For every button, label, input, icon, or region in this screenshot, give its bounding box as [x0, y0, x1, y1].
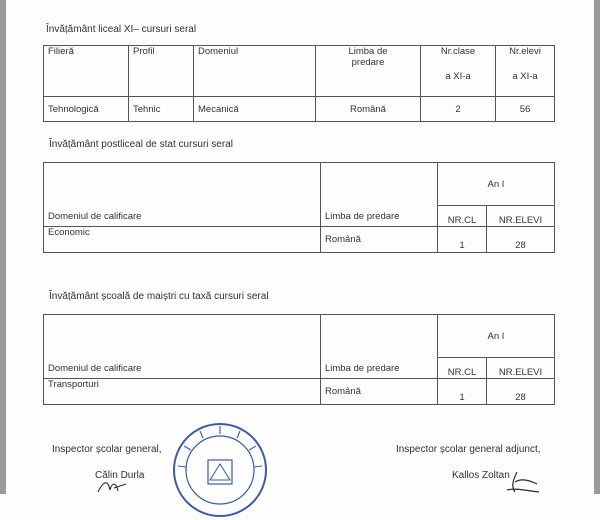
signature-scribble-right-icon	[503, 470, 543, 494]
header-nrelevi-line1: Nr.elevi	[509, 46, 541, 57]
header-domeniu-label: Domeniul de calificare	[48, 211, 142, 222]
section-heading-postliceal: Învățământ postliceal de stat cursuri seral	[49, 139, 233, 150]
section-heading-liceal: Învățământ liceal XI– cursuri seral	[46, 24, 197, 35]
cell-profil: Tehnic	[129, 97, 194, 122]
header-domeniu	[44, 315, 321, 379]
header-an: An I	[438, 163, 555, 206]
header-nrelevi: NR.ELEVI	[487, 206, 555, 227]
signature-left-name: Călin Durla	[95, 470, 145, 481]
signature-right-title: Inspector școlar general adjunct,	[396, 444, 541, 455]
header-nrelevi: NR.ELEVI	[487, 358, 555, 379]
header-nrcl: NR.CL	[438, 358, 487, 379]
header-domeniul: Domeniul	[194, 46, 316, 97]
header-nrclase-line1: Nr.clase	[440, 46, 476, 57]
table-row	[44, 227, 555, 253]
table-maistri	[43, 314, 555, 405]
cell-domeniul: Mecanică	[194, 97, 316, 122]
window-frame-left	[0, 0, 6, 494]
header-nrcl: NR.CL	[438, 206, 487, 227]
header-nrclase-line2: a XI-a	[445, 71, 471, 82]
window-frame-right	[594, 0, 600, 494]
cell-domeniu: Economic	[44, 227, 321, 253]
header-limba	[321, 315, 438, 379]
header-limba-label: Limba de predare	[325, 211, 400, 222]
header-an: An I	[438, 315, 555, 358]
cell-limba: Română	[321, 227, 438, 253]
cell-nrcl: 1	[438, 227, 487, 253]
table-liceal	[43, 45, 555, 122]
header-domeniu	[44, 163, 321, 227]
cell-nrclase: 2	[421, 97, 496, 122]
table-row	[44, 97, 555, 122]
signature-right-name: Kallos Zoltan	[452, 470, 510, 481]
cell-nrelevi: 28	[487, 379, 555, 405]
table-header-row	[44, 46, 555, 97]
table-header-row	[44, 315, 555, 358]
header-limba-line1: Limba de	[348, 46, 388, 57]
header-nrelevi-line2: a XI-a	[512, 71, 538, 82]
header-profil: Profil	[129, 46, 194, 97]
header-limba-line2: predare	[351, 57, 385, 68]
signature-scribble-left-icon	[96, 478, 136, 494]
cell-limba: Română	[321, 379, 438, 405]
cell-nrelevi: 28	[487, 227, 555, 253]
section-heading-maistri: Învățământ școală de maiștri cu taxă cursuri seral	[49, 291, 269, 302]
table-postliceal	[43, 162, 555, 253]
header-limba	[321, 163, 438, 227]
header-domeniu-label: Domeniul de calificare	[48, 363, 142, 374]
cell-limba: Română	[316, 97, 421, 122]
table-row	[44, 379, 555, 405]
cell-filiera: Tehnologică	[44, 97, 129, 122]
official-seal-icon	[170, 420, 270, 520]
cell-nrcl: 1	[438, 379, 487, 405]
header-filiera: Filieră	[44, 46, 129, 97]
cell-nrelevi: 56	[496, 97, 555, 122]
cell-domeniu: Transporturi	[44, 379, 321, 405]
header-nr-elevi	[496, 46, 555, 97]
header-nr-clase	[421, 46, 496, 97]
header-limba-label: Limba de predare	[325, 363, 400, 374]
signature-left-title: Inspector școlar general,	[52, 444, 162, 455]
table-header-row	[44, 163, 555, 206]
header-limba-predare	[316, 46, 421, 97]
